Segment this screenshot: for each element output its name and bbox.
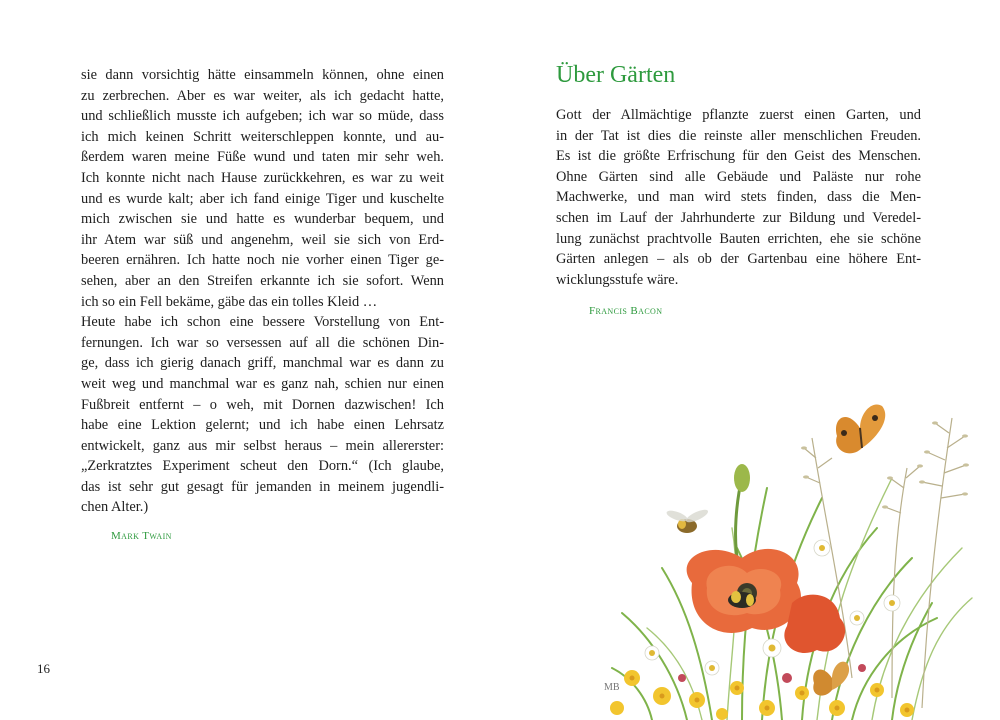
left-text-line: ge, dass ich gierig danach griff, manchmal war es dann zu [81,355,444,372]
right-text-line: lung zunächst prachtvolle Bauten errichten, ehe sie schöne [556,230,921,247]
left-text-line: ihr Atem war süß und angenehm, weil sie sich von Erd- [81,231,444,248]
left-text-line: habe eine Lektion gelernt; und ich habe einen Lehrsatz [81,417,444,434]
left-text-line: und schließlich musste ich aufgeben; ich war so müde, dass [81,108,444,125]
left-text-line: Fußbreit entfernt – o weh, mit Dornen dazwischen! Ich [81,396,444,413]
right-page [500,0,1000,720]
right-body-text [556,105,921,290]
left-text-line: weit weg und manchmal war es ganz nah, schien nur einen [81,375,444,392]
left-text-line: Heute habe ich schon eine bessere Vorstellung von Ent- [81,314,444,331]
left-text-line: beeren ernähren. Ich hatte noch nie vorher einen Tiger ge- [81,252,444,269]
left-text-line: und es wurde kalt; aber ich fand einige Tiger und kuschelte [81,190,444,207]
wildflower-illustration [592,378,1000,720]
left-text-line: das ist sehr gut gesagt für jemanden in meinem jugendli- [81,478,444,495]
left-text-line: mich zwischen sie und hatte es wunderbar bequem, und [81,211,444,228]
right-text-line: Gott der Allmächtige pflanzte zuerst einen Garten, und [556,107,921,123]
page-number: 16 [37,661,50,676]
right-text-line: Machwerke, und man wird stets finden, dass die Men- [556,189,921,206]
right-text-line: Gärten anlegen – als ob der Gartenbau eine höhere Ent- [556,251,921,268]
right-text-line: Ohne Gärten sind alle Gebäude und Paläste nur rohe [556,168,921,185]
left-body-text [81,65,444,518]
left-text-line: „Zerkratztes Experiment scheut den Dorn.“ (Ich glaube, [81,458,444,475]
left-text-line: Ich konnte nicht nach Hause zurückkehren, es war zu weit [81,169,444,186]
right-text-line: wicklungsstufe wäre. [556,271,679,288]
left-text-line: zu zerbrechen. Aber es war weiter, als ich gedacht hatte, [81,87,444,104]
left-text-line: chen Alter.) [81,499,149,516]
right-author-attribution: Francis Bacon [589,305,663,317]
left-text-line: ich mich keinen Schritt weiterschleppen konnte, und au- [81,128,444,145]
left-text-line: sehen, aber an den Streifen erkannte ich sie sofort. Wenn [81,272,444,289]
left-text-line: entwickelt, ganz aus mir selbst heraus – mein allererster: [81,437,444,454]
left-author-attribution: Mark Twain [111,530,172,542]
left-text-line: sie dann vorsichtig hätte einsammeln können, ohne einen [81,67,444,83]
left-text-line: ßerdem waren meine Füße wund und taten mir sehr weh. [81,149,444,166]
svg-text:MB: MB [604,682,620,693]
left-text-line: ich so ein Fell bekäme, gäbe das ein tolles Kleid … [81,293,378,310]
left-text-line: fernungen. Ich war so versessen auf all die schönen Din- [81,334,444,351]
right-text-line: Es ist die größte Erfrischung für den Geist des Menschen. [556,148,921,165]
chapter-title: Über Gärten [556,62,676,88]
right-text-line: schen im Lauf der Jahrhunderte zur Bildung und Veredel- [556,209,921,226]
right-text-line: in der Tat ist dies die reinste aller menschlichen Freuden. [556,127,921,144]
